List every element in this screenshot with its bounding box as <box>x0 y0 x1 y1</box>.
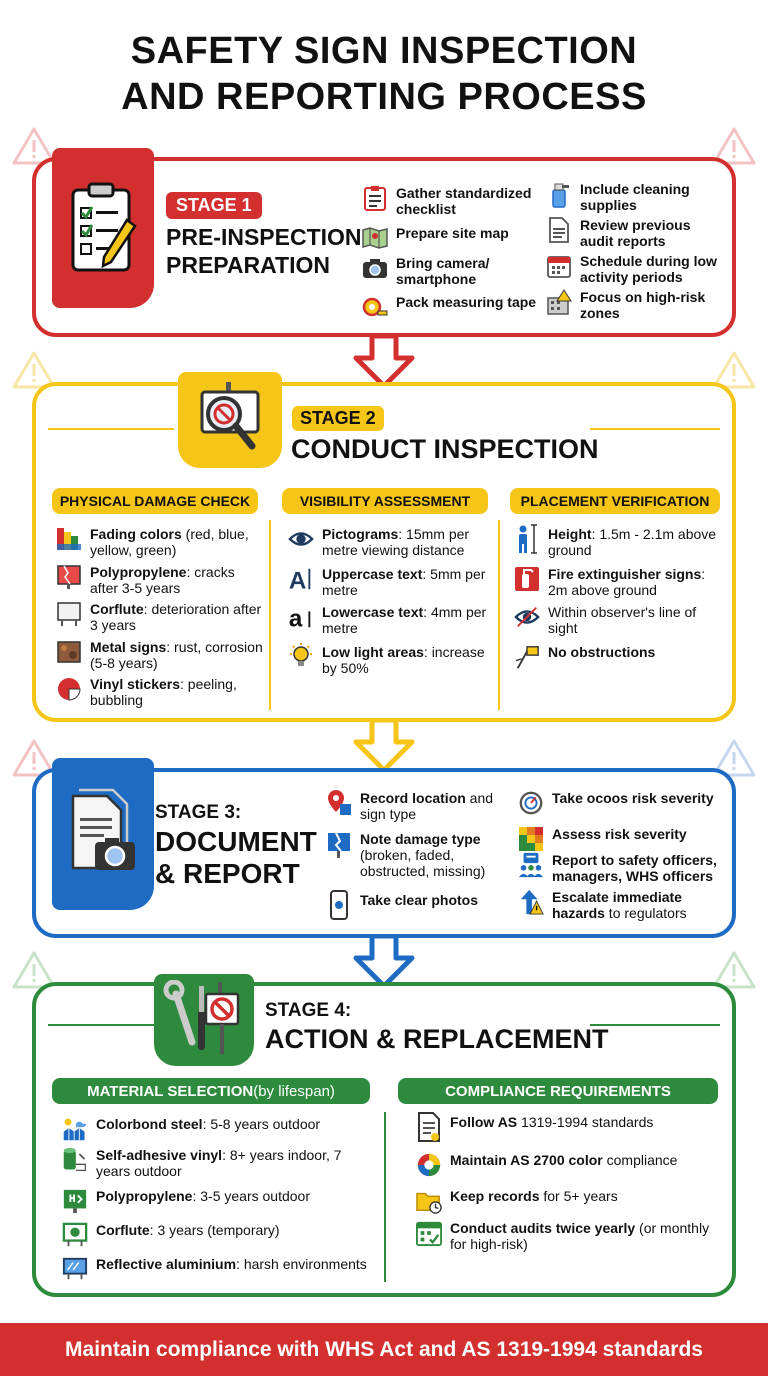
risk-matrix-icon <box>518 826 544 852</box>
map-icon <box>362 225 388 251</box>
stage-1-title <box>166 223 362 279</box>
header-bold: COMPLIANCE REQUIREMENTS <box>445 1082 671 1100</box>
stage-1-item <box>362 185 542 217</box>
board-sign-icon <box>56 601 82 627</box>
stage-2-placement-item <box>514 566 726 598</box>
color-swatch-icon <box>56 526 82 552</box>
item-bold: Pictograms <box>322 526 399 542</box>
calendar-check-icon <box>416 1220 442 1246</box>
item-bold: Low light areas <box>322 644 424 660</box>
item-rest: to regulators <box>604 905 687 921</box>
steel-sheet-icon <box>62 1116 88 1142</box>
stage-2-placement-item <box>514 526 726 558</box>
item-bold: Polypropylene <box>96 1188 193 1204</box>
stage-1-item <box>362 294 542 320</box>
stage-2-damage-item <box>56 564 266 596</box>
item-rest: : 8+ years indoor, 7 years outdoor <box>96 1147 342 1179</box>
item-text: Include cleaning supplies <box>580 181 690 213</box>
divider <box>590 428 720 430</box>
stage-1-item <box>546 181 726 213</box>
calendar-icon <box>546 253 572 279</box>
item-bold: Fire extinguisher signs <box>548 566 702 582</box>
item-bold: Corflute <box>96 1222 150 1238</box>
stage-4-material-item <box>62 1256 376 1282</box>
spray-bottle-icon <box>546 181 572 207</box>
item-rest: : cracks after 3-5 years <box>90 564 235 596</box>
peeling-sticker-icon <box>56 676 82 702</box>
title-line-2: AND REPORTING PROCESS <box>121 76 647 118</box>
stage-3-item <box>518 826 724 852</box>
item-bold: Maintain AS 2700 color <box>450 1152 603 1168</box>
eye-icon <box>288 526 314 552</box>
item-bold: Record location <box>360 790 466 806</box>
camera-icon <box>362 255 388 281</box>
stage-4-compliance-item <box>416 1152 716 1178</box>
poly-sign-icon <box>62 1188 88 1214</box>
header-rest: (by lifespan) <box>253 1082 335 1100</box>
down-arrow-icon <box>352 718 416 774</box>
stage-2-visibility-item <box>288 526 494 558</box>
item-rest: (or monthly for high-risk) <box>450 1220 710 1252</box>
item-text: Pack measuring tape <box>396 294 537 310</box>
divider <box>48 1024 154 1026</box>
eye-line-icon <box>514 604 540 630</box>
person-height-icon <box>514 526 540 552</box>
column-header <box>52 1078 370 1104</box>
stage-3-item <box>518 889 724 921</box>
item-bold: Self-adhesive vinyl <box>96 1147 223 1163</box>
document-icon <box>546 217 572 243</box>
stage-3-item <box>326 790 506 822</box>
building-warning-icon <box>546 289 572 315</box>
item-rest: : peeling, bubbling <box>90 676 237 708</box>
item-bold: Metal signs <box>90 639 167 655</box>
stage-3-item <box>518 852 724 884</box>
fire-extinguisher-icon <box>514 566 540 592</box>
stage-4-material-item <box>62 1147 372 1179</box>
divider <box>590 1024 720 1026</box>
sign-post-icon <box>514 644 540 670</box>
stage-4-compliance-item <box>416 1188 716 1214</box>
column-divider <box>269 520 271 710</box>
column-divider <box>384 1112 386 1282</box>
header-bold: MATERIAL SELECTION <box>87 1082 254 1100</box>
stage-3-title-line-2: & REPORT <box>155 858 300 889</box>
page-title <box>0 28 768 120</box>
broken-sign-icon <box>326 831 352 857</box>
stage-4-material-item <box>62 1116 372 1142</box>
item-rest: (red, blue, yellow, green) <box>90 526 249 558</box>
column-header: PLACEMENT VERIFICATION <box>510 488 720 514</box>
tools-sign-icon <box>154 974 254 1066</box>
column-header: PHYSICAL DAMAGE CHECK <box>52 488 258 514</box>
item-text: Bring camera/ smartphone <box>396 255 490 287</box>
item-bold: Take clear photos <box>360 892 479 908</box>
stage-4-title: ACTION & REPLACEMENT <box>265 1024 609 1054</box>
stage-1-title-line-1: PRE-INSPECTION <box>166 224 362 250</box>
item-bold: Conduct audits twice yearly <box>450 1220 636 1236</box>
item-rest: : 5-8 years outdoor <box>202 1116 321 1132</box>
item-bold: Height <box>548 526 592 542</box>
stage-2-damage-item <box>56 601 266 633</box>
stage-2-placement-item <box>514 604 726 636</box>
document-camera-icon <box>52 758 154 910</box>
item-rest: : 4mm per metre <box>322 604 487 636</box>
item-text: Prepare site map <box>396 225 509 241</box>
item-rest: (broken, faded, obstructed, missing) <box>360 847 486 879</box>
column-header <box>398 1078 718 1104</box>
stage-4-material-item <box>62 1222 372 1248</box>
lowercase-text-icon <box>288 604 314 630</box>
standards-doc-icon <box>416 1114 442 1140</box>
item-bold: Lowercase text <box>322 604 424 620</box>
color-wheel-icon <box>416 1152 442 1178</box>
item-bold: Fading colors <box>90 526 182 542</box>
item-bold: Corflute <box>90 601 144 617</box>
column-divider <box>498 520 500 710</box>
stage-3-item <box>518 790 724 816</box>
item-bold: Report to safety officers, managers, WHS officers <box>552 852 717 884</box>
item-rest: 1319-1994 standards <box>517 1114 654 1130</box>
item-rest: compliance <box>602 1152 678 1168</box>
footer-banner: Maintain compliance with WHS Act and AS 1319-1994 standards <box>0 1323 768 1376</box>
item-rest: : 1.5m - 2.1m above ground <box>548 526 717 558</box>
stage-2-visibility-item <box>288 604 494 636</box>
tape-measure-icon <box>362 294 388 320</box>
item-rest: : 3 years (temporary) <box>149 1222 280 1238</box>
magnifier-sign-icon <box>178 372 282 468</box>
reflective-panel-icon <box>62 1256 88 1282</box>
stage-2-placement-item <box>514 644 726 670</box>
folder-clock-icon <box>416 1188 442 1214</box>
stage-2-title: CONDUCT INSPECTION <box>291 434 599 464</box>
stage-2-visibility-item <box>288 644 494 676</box>
stage-1-item <box>546 289 726 321</box>
item-rest: : 2m above ground <box>548 566 706 598</box>
item-bold: Keep records <box>450 1188 540 1204</box>
escalate-warning-icon <box>518 889 544 915</box>
stage-2-damage-item <box>56 676 266 708</box>
stage-4-compliance-item <box>416 1220 716 1252</box>
item-rest: : 3-5 years outdoor <box>192 1188 310 1204</box>
item-text: Schedule during low activity periods <box>580 253 717 285</box>
stage-3-badge: STAGE 3: <box>155 802 242 823</box>
uppercase-text-icon <box>288 566 314 592</box>
corflute-sign-icon <box>62 1222 88 1248</box>
stage-2-damage-item <box>56 639 266 671</box>
stage-3-title <box>155 826 317 890</box>
item-rest: : deterioration after 3 years <box>90 601 262 633</box>
item-rest: : 15mm per metre viewing distance <box>322 526 470 558</box>
stage-1-item <box>546 253 726 285</box>
stage-2-badge: STAGE 2 <box>292 406 384 431</box>
item-bold: Take ocoos risk severity <box>552 790 714 806</box>
divider <box>48 428 174 430</box>
stage-1-item <box>362 255 542 287</box>
rusty-sign-icon <box>56 639 82 665</box>
item-bold: No obstructions <box>548 644 656 660</box>
phone-camera-icon <box>326 892 352 918</box>
item-rest: : harsh environments <box>236 1256 367 1272</box>
title-line-1: SAFETY SIGN INSPECTION <box>130 30 638 72</box>
item-rest: : increase by 50% <box>322 644 485 676</box>
stage-1-title-line-2: PREPARATION <box>166 252 330 278</box>
item-rest: and sign type <box>360 790 494 822</box>
stage-1-item <box>362 225 542 251</box>
lightbulb-icon <box>288 644 314 670</box>
item-rest: for 5+ years <box>539 1188 618 1204</box>
item-bold: Colorbond steel <box>96 1116 203 1132</box>
item-text: Gather standardized checklist <box>396 185 532 217</box>
stage-1-item <box>546 217 726 249</box>
gauge-icon <box>518 790 544 816</box>
item-text: Focus on high-risk zones <box>580 289 706 321</box>
item-text: Review previous audit reports <box>580 217 691 249</box>
location-pin-icon <box>326 790 352 816</box>
stage-1-badge: STAGE 1 <box>166 192 262 219</box>
stage-2-visibility-item <box>288 566 494 598</box>
svg-text:a: a <box>288 605 303 631</box>
column-header: VISIBILITY ASSESSMENT <box>282 488 488 514</box>
item-bold: Follow AS <box>450 1114 518 1130</box>
item-bold: Escalate immediate hazards <box>552 889 682 921</box>
people-report-icon <box>518 852 544 878</box>
item-bold: Note damage type <box>360 831 481 847</box>
item-bold: Polypropylene <box>90 564 187 580</box>
stage-2-damage-item <box>56 526 266 558</box>
stage-4-compliance-item <box>416 1114 716 1140</box>
stage-4-badge: STAGE 4: <box>265 1000 352 1021</box>
stage-3-item <box>326 892 506 918</box>
checklist-icon <box>362 185 388 211</box>
item-bold: Uppercase text <box>322 566 423 582</box>
item-rest: Within observer's line of sight <box>548 604 697 636</box>
cracked-sign-icon <box>56 564 82 590</box>
item-bold: Reflective aluminium <box>96 1256 237 1272</box>
stage-4-material-item <box>62 1188 372 1214</box>
item-bold: Assess risk severity <box>552 826 687 842</box>
svg-text:A: A <box>288 567 307 593</box>
stage-3-item <box>326 831 506 879</box>
item-rest: : rust, corrosion (5-8 years) <box>90 639 263 671</box>
clipboard-checklist-icon <box>52 148 154 308</box>
stage-3-title-line-1: DOCUMENT <box>155 826 317 857</box>
vinyl-roll-icon <box>62 1147 88 1173</box>
item-bold: Vinyl stickers <box>90 676 181 692</box>
item-rest: : 5mm per metre <box>322 566 486 598</box>
